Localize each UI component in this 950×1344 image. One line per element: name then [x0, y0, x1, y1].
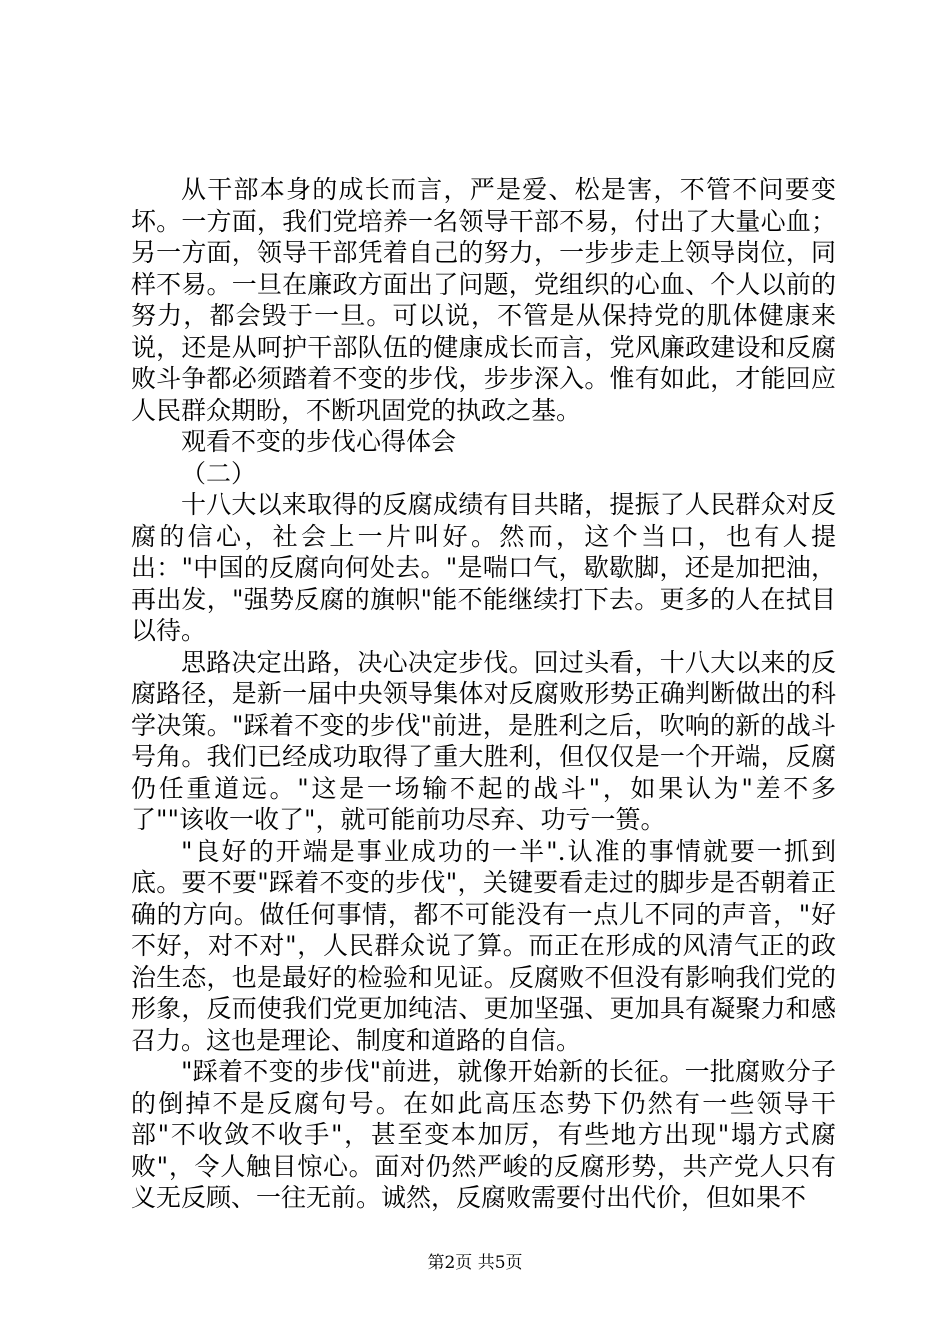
- document-body: [131, 174, 836, 1214]
- page-number-footer: 第2页 共5页: [427, 1253, 523, 1273]
- body-paragraph: "良好的开端是事业成功的一半".认准的事情就要一抓到底。要不要"踩着不变的步伐"，关键要看走过的脚步是否朝着正确的方向。做任何事情，都不可能没有一点儿不同的声音，"好不好，对不对"，人民群众说了算。而正在形成的风清气正的政治生态，也是最好的检验和见证。反腐败不但没有影响我们党的形象，反而使我们党更加纯洁、更加坚强、更加具有凝聚力和感召力。这也是理论、制度和道路的自信。: [131, 836, 836, 1055]
- section-heading: 观看不变的步伐心得体会: [181, 427, 457, 456]
- body-paragraph: "踩着不变的步伐"前进，就像开始新的长征。一批腐败分子的倒掉不是反腐句号。在如此高压态势下仍然有一些领导干部"不收敛不收手"，甚至变本加厉，有些地方出现"塌方式腐败"，令人触目惊心。面对仍然严峻的反腐形势，共产党人只有义无反顾、一往无前。诚然，反腐败需要付出代价，但如果不: [131, 1057, 836, 1212]
- body-paragraph: 十八大以来取得的反腐成绩有目共睹，提振了人民群众对反腐的信心，社会上一片叫好。然而，这个当口，也有人提出："中国的反腐向何处去。"是喘口气，歇歇脚，还是加把油，再出发，"强势反腐的旗帜"能不能继续打下去。更多的人在拭目以待。: [131, 490, 836, 645]
- section-subheading: （二）: [181, 458, 257, 488]
- body-paragraph: 思路决定出路，决心决定步伐。回过头看，十八大以来的反腐路径，是新一届中央领导集体对反腐败形势正确判断做出的科学决策。"踩着不变的步伐"前进，是胜利之后，吹响的新的战斗号角。我们已经成功取得了重大胜利，但仅仅是一个开端，反腐仍任重道远。"这是一场输不起的战斗"，如果认为"差不多了""该收一收了"，就可能前功尽弃、功亏一篑。: [131, 647, 836, 834]
- body-paragraph: 从干部本身的成长而言，严是爱、松是害，不管不问要变坏。一方面，我们党培养一名领导干部不易，付出了大量心血；另一方面，领导干部凭着自己的努力，一步步走上领导岗位，同样不易。一旦在廉政方面出了问题，党组织的心血、个人以前的努力，都会毁于一旦。可以说，不管是从保持党的肌体健康来说，还是从呵护干部队伍的健康成长而言，党风廉政建设和反腐败斗争都必须踏着不变的步伐，步步深入。惟有如此，才能回应人民群众期盼，不断巩固党的执政之基。: [131, 175, 836, 425]
